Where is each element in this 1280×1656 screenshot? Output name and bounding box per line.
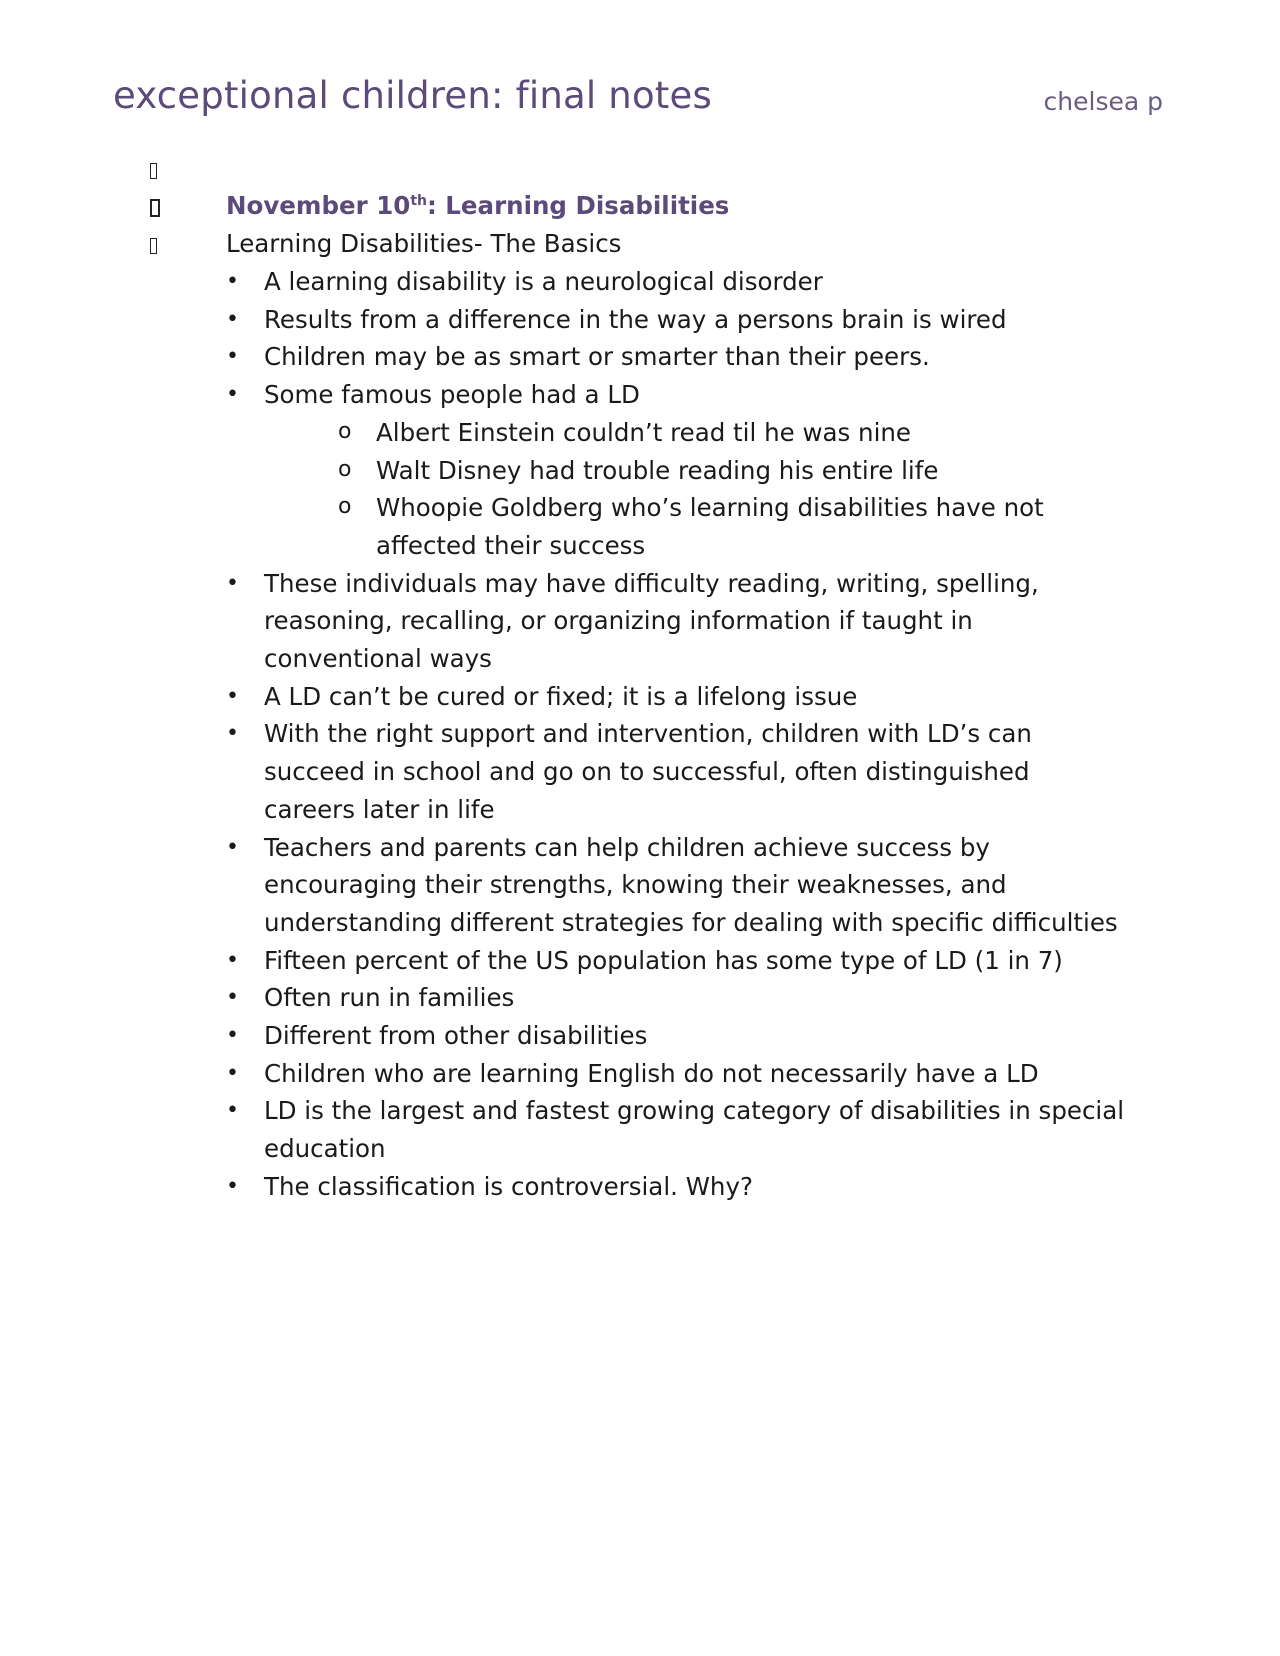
- bullet-icon: •: [226, 683, 239, 709]
- list-item-text: LD is the largest and fastest growing category of disabilities in special education: [264, 1096, 1125, 1164]
- author-name: chelsea p: [1043, 87, 1163, 116]
- list-item-text: Different from other disabilities: [264, 1021, 648, 1051]
- bullet-icon: •: [226, 834, 239, 860]
- list-item: [226, 1168, 1126, 1206]
- bullet-icon: •: [226, 1023, 239, 1049]
- sub-list: [264, 414, 1126, 565]
- list-item: [226, 1055, 1126, 1093]
- list-item-text: Some famous people had a LD: [264, 380, 640, 410]
- sub-list-item-text: Walt Disney had trouble reading his entire life: [376, 455, 939, 485]
- bullet-icon: •: [226, 306, 239, 332]
- heading-date: November 10: [226, 191, 411, 220]
- list-item-text: With the right support and intervention, children with LD’s can succeed in school and go on to successful, often distinguished careers later in life: [264, 719, 1032, 824]
- heading-topic: : Learning Disabilities: [426, 191, 730, 220]
- list-item-text: Children may be as smart or smarter than their peers.: [264, 342, 930, 372]
- sub-bullet-icon: o: [338, 456, 352, 482]
- bullet-icon: •: [226, 382, 239, 408]
- subheading: Learning Disabilities- The Basics: [226, 229, 622, 258]
- list-item: [226, 565, 1126, 678]
- heading-date-suffix: th: [410, 192, 427, 209]
- list-item-text: A LD can’t be cured or fixed; it is a lifelong issue: [264, 681, 858, 711]
- bullet-icon: •: [226, 1098, 239, 1124]
- list-item-text: Teachers and parents can help children achieve success by encouraging their strengths, knowing their weaknesses, and understanding different strategies for dealing with specific difficulties: [264, 832, 1118, 937]
- list-item-text: Often run in families: [264, 983, 515, 1013]
- sub-list-item-text: Albert Einstein couldn’t read til he was nine: [376, 417, 911, 447]
- list-item: [226, 1017, 1126, 1055]
- outline-marker-icon: [150, 225, 157, 263]
- list-item: [226, 1092, 1126, 1167]
- list-item-text: These individuals may have difficulty reading, writing, spelling, reasoning, recalling, or organizing information if taught in conventional ways: [264, 568, 1039, 674]
- sub-list-item-text: Whoopie Goldberg who’s learning disabilities have not affected their success: [376, 493, 1044, 560]
- bullet-list: [226, 263, 1126, 1206]
- list-item: [226, 338, 1126, 376]
- sub-list-item: [264, 452, 1126, 490]
- bullet-icon: •: [226, 721, 239, 747]
- bullet-icon: •: [226, 947, 239, 973]
- sub-list-item: [264, 489, 1126, 564]
- bullet-icon: •: [226, 985, 239, 1011]
- list-item: [226, 263, 1126, 301]
- bullet-icon: •: [226, 344, 239, 370]
- document-title: exceptional children: final notes: [113, 74, 712, 117]
- outline-marker-icon: [150, 150, 157, 188]
- sub-list-item: [264, 414, 1126, 452]
- sub-bullet-icon: o: [338, 418, 352, 444]
- outline-marker-icon: [150, 187, 160, 225]
- list-item: [226, 678, 1126, 716]
- section-heading: [226, 187, 729, 225]
- sub-bullet-icon: o: [338, 494, 352, 520]
- list-item-text: The classification is controversial. Why?: [264, 1171, 753, 1201]
- bullet-icon: •: [226, 570, 239, 596]
- bullet-icon: •: [226, 1060, 239, 1086]
- list-item-text: Fifteen percent of the US population has some type of LD (1 in 7): [264, 945, 1063, 975]
- bullet-icon: •: [226, 1173, 239, 1199]
- list-item-text: Results from a difference in the way a persons brain is wired: [264, 304, 1007, 334]
- bullet-icon: •: [226, 269, 239, 294]
- list-item: [226, 829, 1126, 942]
- list-item: [226, 942, 1126, 980]
- list-item-text: A learning disability is a neurological disorder: [264, 267, 823, 296]
- list-item: [226, 715, 1126, 828]
- list-item: [226, 301, 1126, 339]
- list-item: [226, 979, 1126, 1017]
- list-item-text: Children who are learning English do not necessarily have a LD: [264, 1058, 1039, 1088]
- list-item: [226, 376, 1126, 565]
